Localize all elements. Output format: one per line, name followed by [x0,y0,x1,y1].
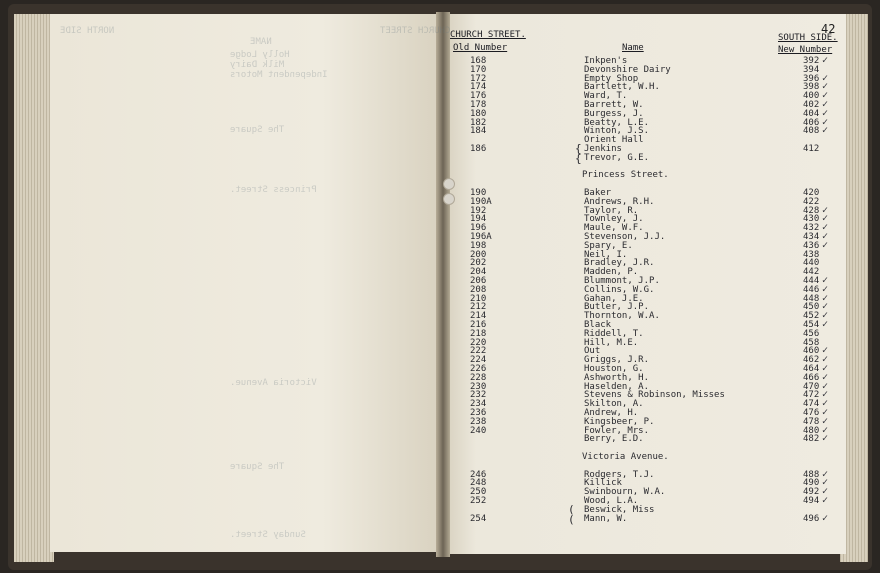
column-header-new-number: New Number [778,45,833,55]
name-cell: Berry, E.D. [584,434,644,445]
check-mark-icon: ✓ [822,107,829,119]
new-number-cell: 488 [803,469,820,480]
old-number-cell: 192 [470,205,487,216]
old-number-cell: 230 [470,381,487,392]
name-cell: Hill, M.E. [584,337,639,348]
check-mark-icon: ✓ [822,363,829,374]
old-number-cell: 222 [470,346,487,357]
check-mark-icon: ✓ [822,415,829,427]
new-number-cell: 482 [803,434,820,445]
name-cell: Stevenson, J.J. [584,232,666,242]
check-mark-icon: ✓ [822,90,829,102]
new-number-cell: 422 [803,196,820,207]
check-mark-icon: ✓ [822,239,829,251]
name-cell: Black [584,320,612,330]
name-cell: Jenkins [584,144,622,154]
name-cell: Swinbourn, W.A. [584,487,666,498]
new-number-cell: 466 [803,372,820,383]
old-number-cell: 214 [470,311,487,322]
check-mark-icon: ✓ [822,55,829,66]
column-header-name: Name [622,43,644,53]
brace-icon: { [575,142,582,155]
name-cell: Devonshire Dairy [584,64,671,75]
page-number: 42 [821,22,836,36]
name-cell: Taylor, R. [584,205,639,216]
new-number-cell: 472 [803,390,820,401]
brace-icon: { [575,152,582,165]
old-number-cell: 202 [470,258,487,269]
old-number-cell: 224 [470,355,487,366]
check-mark-icon: ✓ [822,231,829,242]
brace-icon: ( [568,503,575,516]
new-number-cell: 430 [803,214,820,225]
name-cell: Barrett, W. [584,100,644,110]
new-number-cell: 442 [803,267,820,278]
name-cell: Griggs, J.R. [584,355,650,366]
check-mark-icon: ✓ [822,213,829,225]
old-number-cell: 178 [470,100,487,110]
new-number-cell: 494 [803,496,820,506]
old-number-cell: 190A [470,196,492,207]
name-cell: Beswick, Miss [584,504,655,515]
old-number-cell: 176 [470,91,487,102]
check-mark-icon: ✓ [822,204,829,216]
old-number-cell: 246 [470,469,487,480]
binding-hole [443,178,455,190]
old-number-cell: 194 [470,214,487,225]
page-stack-left [14,14,54,562]
new-number-cell: 448 [803,293,820,304]
new-number-cell: 446 [803,284,820,295]
new-number-cell: 438 [803,249,820,260]
check-mark-icon: ✓ [822,424,829,436]
check-mark-icon: ✓ [822,407,829,418]
name-cell: Ashworth, H. [584,372,650,383]
old-number-cell: 248 [470,478,487,489]
old-number-cell: 234 [470,399,487,410]
check-mark-icon: ✓ [822,433,829,445]
old-number-cell: 212 [470,302,487,313]
new-number-cell: 460 [803,346,820,357]
name-cell: Out [584,346,601,357]
new-number-cell: 432 [803,223,820,234]
name-cell: Rodgers, T.J. [584,469,655,480]
check-mark-icon: ✓ [822,389,829,401]
name-cell: Andrews, R.H. [584,196,655,207]
old-number-cell: 210 [470,293,487,304]
old-number-cell: 240 [470,425,487,436]
old-number-cell: 254 [470,513,487,524]
new-number-cell: 440 [803,258,820,269]
check-mark-icon: ✓ [822,99,829,110]
check-mark-icon: ✓ [822,477,829,489]
check-mark-icon: ✓ [822,345,829,357]
name-cell: Townley, J. [584,214,644,225]
old-number-cell: 220 [470,337,487,348]
section-heading: Victoria Avenue. [582,452,669,462]
old-number-cell: 204 [470,267,487,278]
name-cell: Spary, E. [584,240,633,251]
check-mark-icon: ✓ [822,125,829,137]
check-mark-icon: ✓ [822,371,829,383]
old-number-cell: 198 [470,240,487,251]
name-cell: Inkpen's [584,56,628,66]
check-mark-icon: ✓ [822,301,829,313]
section-heading: Princess Street. [582,170,669,181]
new-number-cell: 396 [803,73,820,84]
new-number-cell: 480 [803,425,820,436]
old-number-cell: 186 [470,144,487,154]
new-number-cell: 492 [803,487,820,498]
new-number-cell: 452 [803,311,820,322]
old-number-cell: 190 [470,188,487,198]
new-number-cell: 450 [803,302,820,313]
name-cell: Kingsbeer, P. [584,416,655,427]
book-gutter [436,12,450,557]
old-number-cell: 180 [470,108,487,119]
name-cell: Bartlett, W.H. [584,82,660,93]
old-number-cell: 196A [470,232,492,242]
check-mark-icon: ✓ [822,116,829,128]
check-mark-icon: ✓ [822,380,829,392]
new-number-cell: 474 [803,399,820,410]
new-number-cell: 456 [803,328,820,339]
name-cell: Butler, J.P. [584,302,650,313]
check-mark-icon: ✓ [822,283,829,295]
old-number-cell: 250 [470,487,487,498]
check-mark-icon: ✓ [822,222,829,234]
check-mark-icon: ✓ [822,354,829,366]
new-number-cell: 464 [803,364,820,374]
check-mark-icon: ✓ [822,495,829,506]
old-number-cell: 228 [470,372,487,383]
new-number-cell: 462 [803,355,820,366]
check-mark-icon: ✓ [822,398,829,410]
name-cell: Killick [584,478,622,489]
name-cell: Baker [584,188,612,198]
new-number-cell: 394 [803,64,820,75]
name-cell: Riddell, T. [584,328,644,339]
new-number-cell: 444 [803,276,820,286]
old-number-cell: 236 [470,408,487,418]
check-mark-icon: ✓ [822,486,829,498]
name-cell: Andrew, H. [584,408,639,418]
name-cell: Gahan, J.E. [584,293,644,304]
old-number-cell: 200 [470,249,487,260]
new-number-cell: 398 [803,82,820,93]
name-cell: Skilton, A. [584,399,644,410]
name-cell: Blummont, J.P. [584,276,660,286]
name-cell: Neil, I. [584,249,628,260]
old-number-cell: 226 [470,364,487,374]
new-number-cell: 434 [803,232,820,242]
check-mark-icon: ✓ [822,292,829,304]
name-cell: Maule, W.F. [584,223,644,234]
old-number-cell: 168 [470,56,487,66]
street-heading: CHURCH STREET. [450,30,526,40]
old-number-cell: 216 [470,320,487,330]
new-number-cell: 402 [803,100,820,110]
old-number-cell: 182 [470,117,487,128]
new-number-cell: 412 [803,144,820,154]
name-cell: Burgess, J. [584,108,644,119]
name-cell: Empty Shop [584,73,639,84]
new-number-cell: 478 [803,416,820,427]
old-number-cell: 174 [470,82,487,93]
old-number-cell: 172 [470,73,487,84]
new-number-cell: 406 [803,117,820,128]
old-number-cell: 184 [470,126,487,137]
old-number-cell: 196 [470,223,487,234]
name-cell: Wood, L.A. [584,496,639,506]
new-number-cell: 496 [803,513,820,524]
new-number-cell: 408 [803,126,820,137]
name-cell: Bradley, J.R. [584,258,655,269]
check-mark-icon: ✓ [822,468,829,480]
new-number-cell: 458 [803,337,820,348]
new-number-cell: 400 [803,91,820,102]
old-number-cell: 218 [470,328,487,339]
name-cell: Fowler, Mrs. [584,425,650,436]
old-number-cell: 208 [470,284,487,295]
side-heading: SOUTH SIDE. [778,33,838,43]
name-cell: Stevens & Robinson, Misses [584,390,725,401]
old-number-cell: 232 [470,390,487,401]
check-mark-icon: ✓ [822,319,829,330]
new-number-cell: 470 [803,381,820,392]
check-mark-icon: ✓ [822,310,829,322]
new-number-cell: 454 [803,320,820,330]
new-number-cell: 420 [803,188,820,198]
new-number-cell: 476 [803,408,820,418]
check-mark-icon: ✓ [822,72,829,84]
old-number-cell: 206 [470,276,487,286]
new-number-cell: 428 [803,205,820,216]
old-number-cell: 170 [470,64,487,75]
name-cell: Orient Hall [584,135,644,146]
name-cell: Trevor, G.E. [584,152,650,163]
name-cell: Collins, W.G. [584,284,655,295]
new-number-cell: 392 [803,56,820,66]
binding-hole [443,193,455,205]
new-number-cell: 404 [803,108,820,119]
new-number-cell: 436 [803,240,820,251]
name-cell: Ward, T. [584,91,628,102]
name-cell: Mann, W. [584,513,628,524]
old-number-cell: 252 [470,496,487,506]
brace-icon: ( [568,513,575,526]
name-cell: Thornton, W.A. [584,311,660,322]
column-header-old-number: Old Number [453,43,508,53]
check-mark-icon: ✓ [822,512,829,524]
name-cell: Houston, G. [584,364,644,374]
name-cell: Beatty, L.E. [584,117,650,128]
old-number-cell: 238 [470,416,487,427]
new-number-cell: 490 [803,478,820,489]
check-mark-icon: ✓ [822,275,829,286]
name-cell: Haselden, A. [584,381,650,392]
name-cell: Madden, P. [584,267,639,278]
check-mark-icon: ✓ [822,81,829,93]
name-cell: Winton, J.S. [584,126,650,137]
